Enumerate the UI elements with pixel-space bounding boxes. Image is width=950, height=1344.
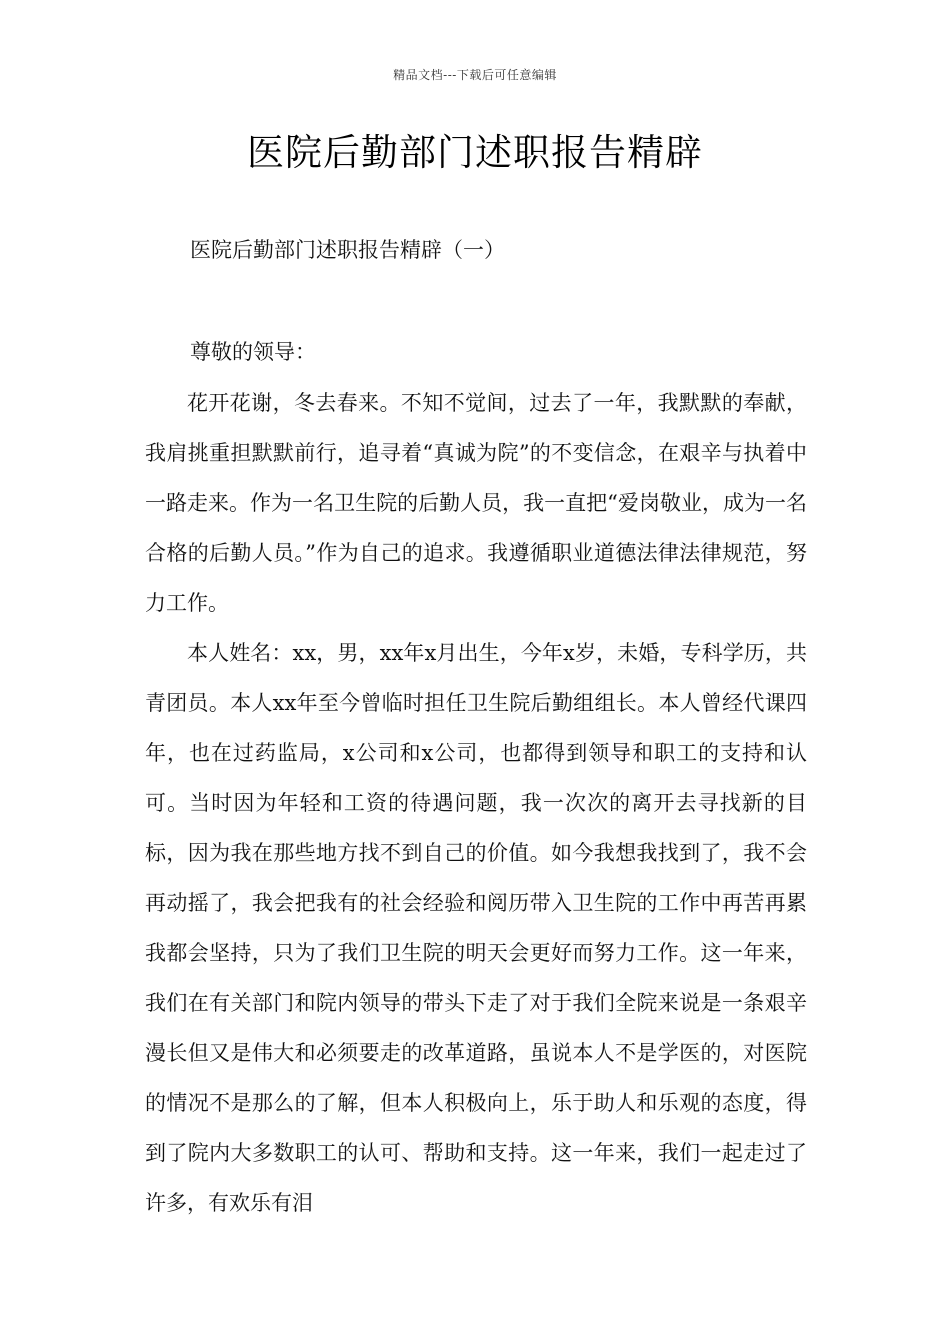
document-subtitle: 医院后勤部门述职报告精辟（一） bbox=[190, 238, 505, 262]
header-note: 精品文档---下载后可任意编辑 bbox=[393, 68, 557, 82]
document-body bbox=[145, 334, 807, 1228]
paragraph-1: 花开花谢，冬去春来。不知不觉间，过去了一年，我默默的奉献，我肩挑重担默默前行，追寻着“真诚为院”的不变信念，在艰辛与执着中一路走来。作为一名卫生院的后勤人员，我一直把“爱岗敬业，成为一名合格的后勤人员。”作为自己的追求。我遵循职业道德法律法律规范，努力工作。 bbox=[145, 391, 807, 615]
document-title: 医院后勤部门述职报告精辟 bbox=[247, 131, 703, 174]
paragraph-2: 本人姓名：xx，男，xx年x月出生，今年x岁，未婚，专科学历，共青团员。本人xx年至今曾临时担任卫生院后勤组组长。本人曾经代课四年，也在过药监局，x公司和x公司，也都得到领导和职工的支持和认可。当时因为年轻和工资的待遇问题，我一次次的离开去寻找新的目标，因为我在那些地方找不到自己的价值。如今我想我找到了，我不会再动摇了，我会把我有的社会经验和阅历带入卫生院的工作中再苦再累我都会坚持，只为了我们卫生院的明天会更好而努力工作。这一年来，我们在有关部门和院内领导的带头下走了对于我们全院来说是一条艰辛漫长但又是伟大和必须要走的改革道路，虽说本人不是学医的，对医院的情况不是那么的了解，但本人积极向上，乐于助人和乐观的态度，得到了院内大多数职工的认可、帮助和支持。这一年来，我们一起走过了许多，有欢乐有泪 bbox=[145, 641, 807, 1215]
salutation: 尊敬的领导： bbox=[190, 340, 316, 364]
